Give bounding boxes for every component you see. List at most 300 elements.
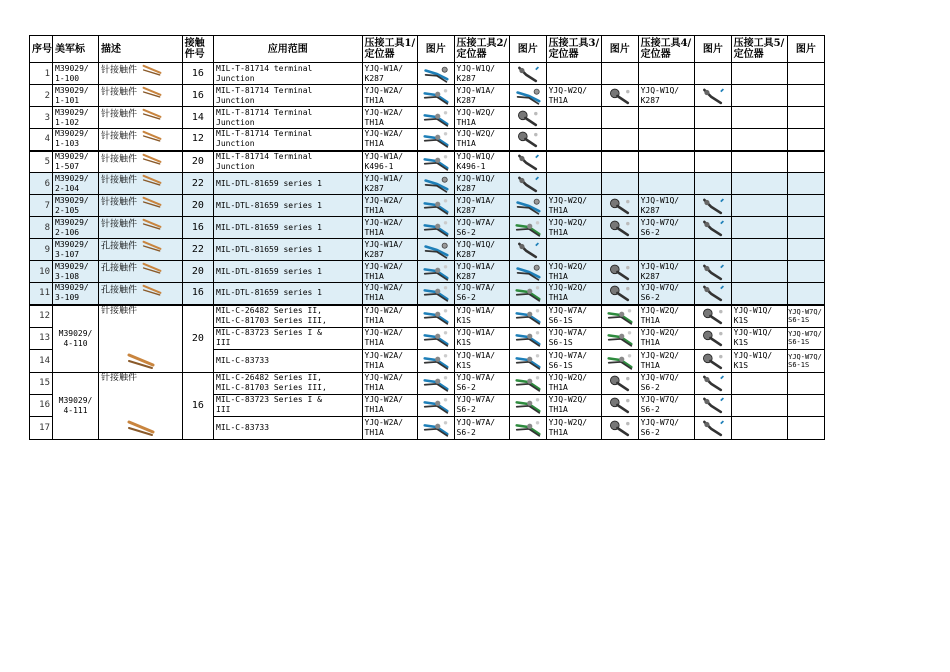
contact-no-cell: 16 (182, 372, 213, 439)
crimp-tool-cell (546, 129, 601, 151)
tool-picture-cell (601, 173, 638, 195)
contact-no-cell: 20 (182, 195, 213, 217)
header-application: 应用范围 (214, 36, 363, 63)
locator-blue-tool-icon (515, 197, 541, 215)
table-row (30, 372, 920, 394)
contact-pin-icon (126, 417, 156, 439)
description-text: 针接触件 (101, 305, 138, 316)
tool-picture-cell (788, 195, 825, 217)
contact-no-cell: 22 (182, 239, 213, 261)
locator-blue-tool-icon (423, 65, 449, 83)
contact-no-cell: 12 (182, 129, 213, 151)
tool-picture-cell (695, 239, 732, 261)
description-cell (99, 239, 183, 261)
crimp-tool-cell: YJQ-W1A/ K287 (362, 239, 417, 261)
description-cell (99, 173, 183, 195)
seq-cell: 13 (30, 327, 53, 350)
tool-picture-cell (509, 129, 546, 151)
positioner-tool-icon (700, 197, 726, 215)
header-picture-4: 图片 (695, 36, 732, 63)
locator-blue-tool-icon (515, 263, 541, 281)
tool-picture-cell (601, 372, 638, 394)
tool-picture-cell (509, 217, 546, 239)
contact-no-cell: 14 (182, 107, 213, 129)
locator-blue-tool-icon (423, 175, 449, 193)
crimper-green-tool-icon (515, 419, 541, 437)
turret-tool-icon (607, 87, 633, 105)
table-row (30, 283, 920, 305)
tool-picture-cell (417, 327, 454, 350)
crimp-tool-cell: YJQ-W2A/ TH1A (362, 372, 417, 394)
crimp-tool-cell: YJQ-W1Q/ K287 (638, 195, 694, 217)
tool-picture-cell (417, 173, 454, 195)
contact-no-cell: 16 (182, 63, 213, 85)
crimper-blue-tool-icon (423, 396, 449, 414)
description-text: 孔接触件 (101, 241, 138, 252)
crimp-tool-cell: YJQ-W2A/ TH1A (362, 85, 417, 107)
contact-pin-icon (141, 129, 163, 143)
crimp-tool-cell: YJQ-W2Q/ TH1A (454, 107, 509, 129)
application-cell: MIL-DTL-81659 series 1 (214, 217, 363, 239)
header-tool-1: 压接工具1/定位器 (362, 36, 417, 63)
description-cell (99, 129, 183, 151)
tool-picture-cell (417, 63, 454, 85)
header-tool-4: 压接工具4/定位器 (638, 36, 694, 63)
crimp-tool-cell: YJQ-W2Q/ TH1A (546, 372, 601, 394)
crimp-tool-cell (731, 173, 787, 195)
crimp-tool-cell: YJQ-W7A/ S6-1S (546, 327, 601, 350)
tool-picture-cell (695, 173, 732, 195)
header-picture-5: 图片 (788, 36, 825, 63)
crimper-green-tool-icon (607, 352, 633, 370)
seq-cell: 4 (30, 129, 53, 151)
tool-picture-cell (417, 239, 454, 261)
crimp-tool-cell: YJQ-W1A/ K287 (454, 85, 509, 107)
crimp-tool-cell: YJQ-W1A/ K1S (454, 350, 509, 373)
application-cell: MIL-DTL-81659 series 1 (214, 195, 363, 217)
description-cell (99, 107, 183, 129)
header-mil-std: 美军标 (53, 36, 99, 63)
turret-tool-icon (515, 109, 541, 127)
contact-no-cell: 16 (182, 283, 213, 305)
tool-picture-cell (509, 85, 546, 107)
crimp-tool-cell: YJQ-W7A/ S6-2 (454, 394, 509, 416)
crimp-tool-cell: YJQ-W7Q/ S6-2 (638, 394, 694, 416)
crimp-tool-cell (731, 107, 787, 129)
positioner-tool-icon (515, 153, 541, 171)
contact-no-cell: 20 (182, 261, 213, 283)
description-text: 孔接触件 (101, 263, 138, 274)
crimper-blue-tool-icon (423, 219, 449, 237)
description-text: 针接触件 (101, 131, 138, 142)
description-text: 针接触件 (101, 372, 138, 383)
turret-tool-icon (607, 396, 633, 414)
positioner-tool-icon (700, 284, 726, 302)
turret-tool-icon (607, 219, 633, 237)
contact-pin-icon (141, 85, 163, 99)
crimper-blue-tool-icon (423, 284, 449, 302)
tool-picture-cell (417, 195, 454, 217)
crimp-tool-cell: YJQ-W7A/ S6-2 (454, 372, 509, 394)
crimper-green-tool-icon (515, 219, 541, 237)
table-row (30, 239, 920, 261)
tool-picture-cell (509, 350, 546, 373)
tool-picture-cell (695, 151, 732, 173)
crimper-blue-tool-icon (423, 109, 449, 127)
tool-picture-cell (601, 283, 638, 305)
description-text: 针接触件 (101, 219, 138, 230)
contact-no-cell: 20 (182, 151, 213, 173)
contact-pin-icon (141, 173, 163, 187)
crimp-tool-cell: YJQ-W1A/ K1S (454, 327, 509, 350)
tool-picture-cell (788, 394, 825, 416)
tool-picture-cell (788, 261, 825, 283)
tool-picture-cell (788, 129, 825, 151)
tool-picture-cell (509, 261, 546, 283)
crimp-tool-6-text: YJQ-W7Q/ S6-1S (788, 352, 822, 369)
crimp-tool-cell: YJQ-W2Q/ TH1A (638, 327, 694, 350)
tool-picture-cell (601, 394, 638, 416)
tool-picture-cell (601, 195, 638, 217)
crimp-tool-cell: YJQ-W2Q/ TH1A (638, 350, 694, 373)
tool-picture-cell (788, 372, 825, 394)
mil-std-cell: M39029/ 1-100 (53, 63, 99, 85)
header-tool-3: 压接工具3/定位器 (546, 36, 601, 63)
table-row (30, 173, 920, 195)
seq-cell: 7 (30, 195, 53, 217)
locator-blue-tool-icon (423, 241, 449, 259)
description-text: 针接触件 (101, 175, 138, 186)
description-text: 针接触件 (101, 109, 138, 120)
mil-std-cell: M39029/ 2-105 (53, 195, 99, 217)
contact-pin-icon (141, 152, 163, 166)
tool-picture-cell (417, 107, 454, 129)
tool-picture-cell (788, 417, 825, 439)
tool-picture-cell (417, 129, 454, 151)
header-seq: 序号 (30, 36, 53, 63)
crimp-tool-cell: YJQ-W1A/ K287 (454, 195, 509, 217)
tool-picture-cell (601, 305, 638, 328)
tool-picture-cell (601, 239, 638, 261)
positioner-tool-icon (515, 65, 541, 83)
description-cell (99, 261, 183, 283)
table-row (30, 195, 920, 217)
crimp-tool-cell: YJQ-W1Q/ K496-1 (454, 151, 509, 173)
seq-cell: 5 (30, 151, 53, 173)
turret-tool-icon (607, 263, 633, 281)
turret-tool-icon (515, 130, 541, 148)
tool-picture-cell (509, 394, 546, 416)
seq-cell: 14 (30, 350, 53, 373)
crimp-tool-cell: YJQ-W2A/ TH1A (362, 283, 417, 305)
mil-std-cell: M39029/ 4-110 (53, 305, 99, 373)
crimp-tool-cell: YJQ-W2A/ TH1A (362, 350, 417, 373)
crimp-tool-cell: YJQ-W2A/ TH1A (362, 129, 417, 151)
crimp-tool-cell: YJQ-W2A/ TH1A (362, 305, 417, 328)
tool-picture-cell (695, 217, 732, 239)
crimper-green-tool-icon (515, 374, 541, 392)
crimp-tool-cell (731, 217, 787, 239)
crimper-blue-tool-icon (423, 374, 449, 392)
crimper-blue-tool-icon (423, 153, 449, 171)
crimp-tool-cell: YJQ-W1A/ K287 (362, 173, 417, 195)
description-cell (99, 151, 183, 173)
tool-picture-cell (509, 239, 546, 261)
crimp-tool-cell: YJQ-W7A/ S6-2 (454, 217, 509, 239)
seq-cell: 12 (30, 305, 53, 328)
crimper-blue-tool-icon (515, 307, 541, 325)
tool-picture-cell (509, 195, 546, 217)
seq-cell: 10 (30, 261, 53, 283)
crimper-blue-tool-icon (423, 352, 449, 370)
table-row (30, 107, 920, 129)
crimp-tool-cell: YJQ-W1Q/ K1S (731, 350, 787, 373)
crimper-green-tool-icon (607, 329, 633, 347)
tool-picture-cell (509, 283, 546, 305)
tool-picture-cell (509, 63, 546, 85)
seq-cell: 15 (30, 372, 53, 394)
crimp-tool-cell (731, 195, 787, 217)
description-text: 针接触件 (101, 65, 138, 76)
tool-picture-cell (417, 217, 454, 239)
crimp-tool-cell (638, 151, 694, 173)
turret-tool-icon (700, 352, 726, 370)
mil-std-cell: M39029/ 2-106 (53, 217, 99, 239)
application-cell: MIL-C-83723 Series I & III (214, 327, 363, 350)
crimp-tool-cell (731, 239, 787, 261)
description-cell (99, 63, 183, 85)
contact-no-cell: 20 (182, 305, 213, 373)
application-cell: MIL-DTL-81659 series 1 (214, 261, 363, 283)
table-row (30, 85, 920, 107)
mil-std-cell: M39029/ 1-507 (53, 151, 99, 173)
tool-picture-cell (509, 151, 546, 173)
tool-picture-cell (788, 63, 825, 85)
crimp-tool-cell: YJQ-W2Q/ TH1A (638, 305, 694, 328)
description-text: 针接触件 (101, 87, 138, 98)
seq-cell: 11 (30, 283, 53, 305)
crimp-tool-cell: YJQ-W1Q/ K287 (638, 261, 694, 283)
description-text: 针接触件 (101, 197, 138, 208)
tool-picture-cell (695, 305, 732, 328)
mil-std-cell: M39029/ 3-108 (53, 261, 99, 283)
crimp-tool-cell (546, 173, 601, 195)
crimp-tool-cell: YJQ-W2Q/ TH1A (546, 417, 601, 439)
application-cell: MIL-C-26482 Series II, MIL-C-81703 Series III, (214, 305, 363, 328)
crimp-tool-cell: YJQ-W2Q/ TH1A (546, 85, 601, 107)
tool-picture-cell (601, 217, 638, 239)
description-text: 针接触件 (101, 154, 138, 164)
crimper-blue-tool-icon (423, 307, 449, 325)
crimp-tool-cell: YJQ-W1Q/ K287 (454, 63, 509, 85)
crimp-tool-cell (731, 417, 787, 439)
crimper-blue-tool-icon (423, 419, 449, 437)
crimp-tool-cell: YJQ-W7A/ S6-2 (454, 417, 509, 439)
header-tool-2: 压接工具2/定位器 (454, 36, 509, 63)
turret-tool-icon (607, 419, 633, 437)
crimp-tool-cell (731, 283, 787, 305)
table-row (30, 63, 920, 85)
crimp-tool-cell: YJQ-W7A/ S6-1S (546, 350, 601, 373)
tool-picture-cell (695, 195, 732, 217)
mil-std-cell: M39029/ 1-103 (53, 129, 99, 151)
contact-pin-icon (141, 63, 163, 77)
turret-tool-icon (700, 307, 726, 325)
turret-tool-icon (607, 197, 633, 215)
contact-pin-icon (141, 283, 163, 297)
header-picture-3: 图片 (601, 36, 638, 63)
tool-picture-cell (417, 394, 454, 416)
positioner-tool-icon (515, 175, 541, 193)
crimper-green-tool-icon (607, 307, 633, 325)
crimp-tool-cell: YJQ-W1Q/ K287 (454, 173, 509, 195)
tool-picture-cell (601, 350, 638, 373)
crimp-tool-cell: YJQ-W7Q/ S6-2 (638, 217, 694, 239)
description-cell (99, 217, 183, 239)
application-cell: MIL-T-81714 Terminal Junction (214, 107, 363, 129)
header-picture-2: 图片 (509, 36, 546, 63)
tool-picture-cell (788, 107, 825, 129)
crimper-blue-tool-icon (423, 87, 449, 105)
crimp-tool-cell (638, 107, 694, 129)
tool-picture-cell (695, 107, 732, 129)
crimp-tool-cell (731, 261, 787, 283)
seq-cell: 1 (30, 63, 53, 85)
tool-picture-cell (601, 261, 638, 283)
tool-picture-cell (417, 350, 454, 373)
tool-picture-cell (417, 305, 454, 328)
tool-picture-cell (417, 85, 454, 107)
header-picture-1: 图片 (417, 36, 454, 63)
tool-picture-cell (509, 305, 546, 328)
crimp-tool-cell: YJQ-W1Q/ K1S (731, 305, 787, 328)
table-row (30, 151, 920, 173)
crimp-tool-cell: YJQ-W1Q/ K1S (731, 327, 787, 350)
crimp-tool-cell: YJQ-W2Q/ TH1A (546, 195, 601, 217)
contact-no-cell: 16 (182, 85, 213, 107)
tool-picture-cell (695, 417, 732, 439)
table-row (30, 129, 920, 151)
tool-picture-cell (695, 350, 732, 373)
application-cell: MIL-C-83733 (214, 350, 363, 373)
positioner-tool-icon (700, 87, 726, 105)
description-cell (99, 305, 183, 373)
mil-std-cell: M39029/ 1-102 (53, 107, 99, 129)
tool-picture-cell (417, 151, 454, 173)
crimp-tool-cell: YJQ-W1A/ K1S (454, 305, 509, 328)
crimp-tool-cell: YJQ-W2A/ TH1A (362, 217, 417, 239)
tool-picture-cell (601, 107, 638, 129)
tool-picture-cell (417, 372, 454, 394)
application-cell: MIL-DTL-81659 series 1 (214, 239, 363, 261)
contact-no-cell: 22 (182, 173, 213, 195)
contact-no-cell: 16 (182, 217, 213, 239)
tool-picture-cell (695, 129, 732, 151)
crimp-tool-cell (731, 394, 787, 416)
tool-picture-cell (601, 129, 638, 151)
application-cell: MIL-T-81714 Terminal Junction (214, 151, 363, 173)
crimp-tool-cell: YJQ-W1A/ K496-1 (362, 151, 417, 173)
crimp-tool-table (29, 35, 920, 440)
crimp-tool-cell: YJQ-W1Q/ K287 (638, 85, 694, 107)
tool-picture-cell (788, 283, 825, 305)
mil-std-cell: M39029/ 3-109 (53, 283, 99, 305)
tool-picture-cell (601, 327, 638, 350)
crimp-tool-cell (546, 107, 601, 129)
crimp-tool-cell (731, 85, 787, 107)
application-cell: MIL-C-26482 Series II, MIL-C-81703 Series III, (214, 372, 363, 394)
crimper-blue-tool-icon (515, 352, 541, 370)
header-contact-no: 接触件号 (182, 36, 213, 63)
contact-pin-icon (141, 107, 163, 121)
contact-pin-icon (141, 195, 163, 209)
mil-std-cell: M39029/ 2-104 (53, 173, 99, 195)
crimp-tool-cell: YJQ-W7Q/ S6-2 (638, 372, 694, 394)
tool-picture-cell (788, 151, 825, 173)
tool-picture-cell (788, 217, 825, 239)
tool-picture-cell (509, 173, 546, 195)
turret-tool-icon (700, 329, 726, 347)
application-cell: MIL-C-83723 Series I & III (214, 394, 363, 416)
crimp-tool-cell: YJQ-W1A/ K287 (362, 63, 417, 85)
seq-cell: 16 (30, 394, 53, 416)
positioner-tool-icon (700, 419, 726, 437)
crimp-tool-cell: YJQ-W2Q/ TH1A (454, 129, 509, 151)
seq-cell: 9 (30, 239, 53, 261)
tool-picture-cell (417, 261, 454, 283)
seq-cell: 8 (30, 217, 53, 239)
tool-picture-cell (695, 85, 732, 107)
tool-picture-cell (601, 85, 638, 107)
tool-picture-cell (695, 63, 732, 85)
crimp-tool-cell: YJQ-W1Q/ K287 (454, 239, 509, 261)
description-cell (99, 283, 183, 305)
tool-picture-cell (788, 327, 825, 350)
table-row (30, 305, 920, 328)
tool-picture-cell (509, 327, 546, 350)
mil-std-cell: M39029/ 3-107 (53, 239, 99, 261)
application-cell: MIL-T-81714 terminal Junction (214, 63, 363, 85)
crimper-blue-tool-icon (515, 329, 541, 347)
crimp-tool-cell (638, 129, 694, 151)
positioner-tool-icon (515, 241, 541, 259)
tool-picture-cell (601, 151, 638, 173)
crimp-tool-cell: YJQ-W2A/ TH1A (362, 195, 417, 217)
description-cell (99, 372, 183, 439)
tool-picture-cell (601, 63, 638, 85)
crimper-blue-tool-icon (423, 263, 449, 281)
tool-picture-cell (509, 417, 546, 439)
header-row (30, 36, 920, 63)
crimp-tool-cell (731, 151, 787, 173)
contact-pin-icon (141, 261, 163, 275)
description-cell (99, 195, 183, 217)
positioner-tool-icon (700, 374, 726, 392)
tool-picture-cell (788, 239, 825, 261)
tool-picture-cell (601, 417, 638, 439)
seq-cell: 17 (30, 417, 53, 439)
tool-picture-cell (695, 372, 732, 394)
crimper-blue-tool-icon (423, 329, 449, 347)
crimp-tool-6-text: YJQ-W7Q/ S6-1S (788, 330, 822, 347)
crimp-tool-cell: YJQ-W2A/ TH1A (362, 417, 417, 439)
crimp-tool-cell (638, 173, 694, 195)
application-cell: MIL-C-83733 (214, 417, 363, 439)
crimp-tool-cell (731, 372, 787, 394)
description-cell (99, 85, 183, 107)
contact-pin-icon (141, 217, 163, 231)
table-row (30, 261, 920, 283)
